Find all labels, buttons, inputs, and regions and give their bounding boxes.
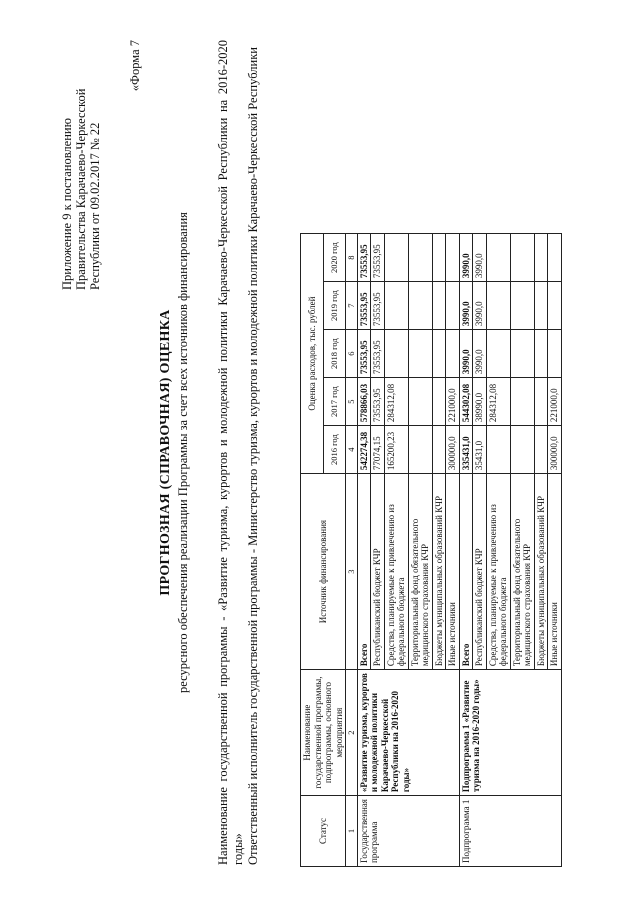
header-year: 2018 год bbox=[323, 330, 346, 378]
row-value bbox=[432, 330, 446, 378]
header-year: 2016 год bbox=[323, 426, 346, 474]
row-value bbox=[486, 426, 510, 474]
row-value bbox=[432, 234, 446, 282]
row-value bbox=[446, 330, 460, 378]
approval-line-1: Приложение 9 к постановлению bbox=[60, 118, 74, 290]
row-value bbox=[384, 330, 408, 378]
table-row bbox=[459, 234, 473, 867]
row-source: Всего bbox=[459, 474, 473, 670]
row-value bbox=[534, 330, 548, 378]
row-value bbox=[510, 234, 534, 282]
row-value bbox=[486, 282, 510, 330]
row-value bbox=[548, 282, 562, 330]
row-value bbox=[534, 426, 548, 474]
row-value: 38990,0 bbox=[473, 378, 487, 426]
row-value bbox=[510, 330, 534, 378]
row-source: Республиканский бюджет КЧР bbox=[473, 474, 487, 670]
header-year: 2020 год bbox=[323, 234, 346, 282]
row-value bbox=[408, 282, 432, 330]
row-value: 165200,23 bbox=[384, 426, 408, 474]
row-source: Бюджеты муниципальных образований КЧР bbox=[432, 474, 446, 670]
row-source: Иные источники bbox=[548, 474, 562, 670]
header-year: 2017 год bbox=[323, 378, 346, 426]
row-value: 35431,0 bbox=[473, 426, 487, 474]
row-value: 73553,95 bbox=[371, 282, 385, 330]
column-numbers-row bbox=[346, 234, 358, 867]
row-program-name: «Развитие туризма, курортов и молодежной политики Карачаево-Черкесской Республики на 2016-2020 годы» bbox=[357, 670, 459, 796]
row-source: Иные источники bbox=[446, 474, 460, 670]
column-number: 8 bbox=[346, 234, 358, 282]
row-value bbox=[408, 234, 432, 282]
table-body bbox=[357, 234, 561, 867]
column-number: 5 bbox=[346, 378, 358, 426]
header-year: 2019 год bbox=[323, 282, 346, 330]
row-value bbox=[408, 330, 432, 378]
row-value: 284312,08 bbox=[486, 378, 510, 426]
row-value: 3990,0 bbox=[459, 330, 473, 378]
row-value: 544302,08 bbox=[459, 378, 473, 426]
row-value bbox=[534, 234, 548, 282]
row-source: Республиканский бюджет КЧР bbox=[371, 474, 385, 670]
document-subtitle: ресурсного обеспечения реализации Программы за счет всех источников финансирования bbox=[176, 212, 190, 693]
row-value: 3990,0 bbox=[459, 234, 473, 282]
header-status: Статус bbox=[301, 796, 346, 867]
row-value: 3990,0 bbox=[473, 330, 487, 378]
row-source: Бюджеты муниципальных образований КЧР bbox=[534, 474, 548, 670]
row-value: 3990,0 bbox=[459, 282, 473, 330]
row-value: 73553,95 bbox=[371, 378, 385, 426]
row-value: 73553,95 bbox=[357, 234, 371, 282]
row-status: Государственная программа bbox=[357, 796, 459, 867]
column-number: 6 bbox=[346, 330, 358, 378]
row-value bbox=[432, 378, 446, 426]
row-value: 284312,08 bbox=[384, 378, 408, 426]
responsible-executor: Ответственный исполнитель государственной программы - Министерство туризма, курортов и молодежной политики Карачаево-Черкесской Республики bbox=[246, 47, 260, 865]
row-value: 221000,0 bbox=[548, 378, 562, 426]
approval-block bbox=[60, 40, 102, 290]
row-value bbox=[408, 378, 432, 426]
column-number: 4 bbox=[346, 426, 358, 474]
column-number: 2 bbox=[346, 670, 358, 796]
row-source: Средства, планируемые к привлечению из федерального бюджета bbox=[486, 474, 510, 670]
row-value bbox=[446, 282, 460, 330]
row-value: 221000,0 bbox=[446, 378, 460, 426]
row-value: 300000,0 bbox=[548, 426, 562, 474]
row-value bbox=[548, 234, 562, 282]
row-value bbox=[534, 282, 548, 330]
column-number: 1 bbox=[346, 796, 358, 867]
document-title: ПРОГНОЗНАЯ (СПРАВОЧНАЯ) ОЦЕНКА bbox=[158, 309, 173, 596]
row-value bbox=[534, 378, 548, 426]
row-value bbox=[510, 282, 534, 330]
row-value: 3990,0 bbox=[473, 282, 487, 330]
row-value: 578866,03 bbox=[357, 378, 371, 426]
row-value: 73553,95 bbox=[371, 330, 385, 378]
table-row bbox=[357, 234, 371, 867]
row-program-name: Подпрограмма 1 «Развитие туризма на 2016-2020 годы» bbox=[459, 670, 561, 796]
row-value bbox=[432, 282, 446, 330]
row-value bbox=[446, 234, 460, 282]
row-source: Территориальный фонд обязательного медицинского страхования КЧР bbox=[510, 474, 534, 670]
row-value bbox=[510, 378, 534, 426]
row-value bbox=[486, 234, 510, 282]
header-estimate: Оценка расходов, тыс. рублей bbox=[301, 234, 324, 474]
row-value: 542274,38 bbox=[357, 426, 371, 474]
funding-table bbox=[300, 233, 562, 867]
row-value: 73553,95 bbox=[357, 282, 371, 330]
row-value: 73553,95 bbox=[357, 330, 371, 378]
program-name: Наименование государственной программы - «Развитие туризма, курортов и молодежной политики Карачаево-Черкесской Республики на 2016-2020 годы» bbox=[216, 40, 245, 865]
column-number: 7 bbox=[346, 282, 358, 330]
row-source: Территориальный фонд обязательного медицинского страхования КЧР bbox=[408, 474, 432, 670]
approval-line-2: Правительства Карачаево-Черкесской bbox=[74, 88, 88, 290]
row-value bbox=[432, 426, 446, 474]
row-source: Средства, планируемые к привлечению из федерального бюджета bbox=[384, 474, 408, 670]
header-source: Источник финансирования bbox=[301, 474, 346, 670]
row-value: 3990,0 bbox=[473, 234, 487, 282]
row-value bbox=[510, 426, 534, 474]
row-value: 77074,15 bbox=[371, 426, 385, 474]
form-label: «Форма 7 bbox=[128, 40, 142, 92]
row-value bbox=[548, 330, 562, 378]
row-value: 335431,0 bbox=[459, 426, 473, 474]
row-value bbox=[384, 282, 408, 330]
row-source: Всего bbox=[357, 474, 371, 670]
row-value bbox=[486, 330, 510, 378]
approval-line-3: Республики от 09.02.2017 № 22 bbox=[88, 122, 102, 290]
row-value bbox=[408, 426, 432, 474]
row-value: 300000,0 bbox=[446, 426, 460, 474]
row-status: Подпрограмма 1 bbox=[459, 796, 561, 867]
column-number: 3 bbox=[346, 474, 358, 670]
row-value bbox=[384, 234, 408, 282]
row-value: 73553,95 bbox=[371, 234, 385, 282]
header-name: Наименование государственной программы, подпрограммы, основного мероприятия bbox=[301, 670, 346, 796]
